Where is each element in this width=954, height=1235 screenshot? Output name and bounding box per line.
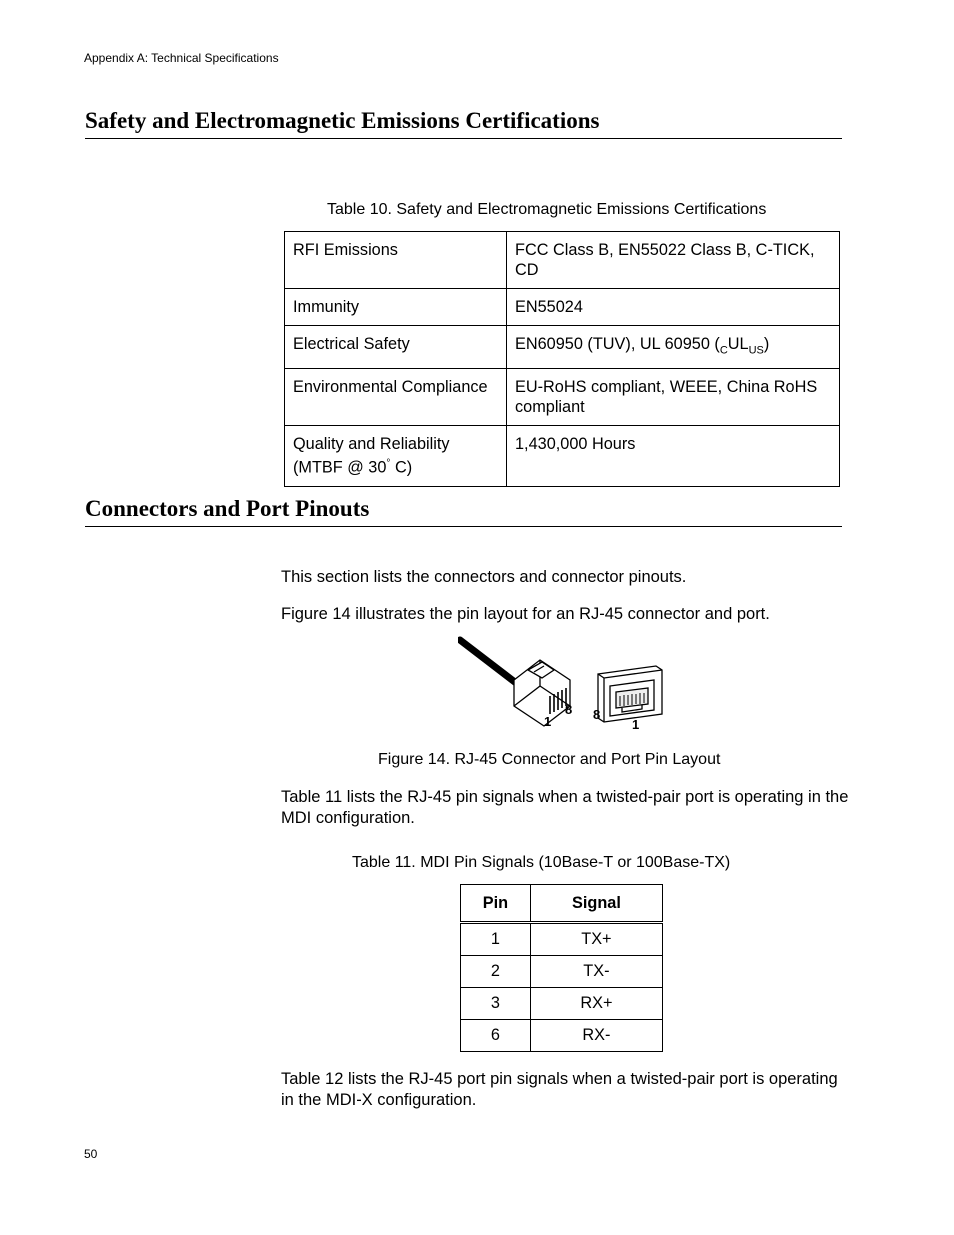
table-row [285, 369, 840, 426]
table-cell-label: Immunity [285, 289, 507, 326]
section-title-connectors: Connectors and Port Pinouts [85, 496, 842, 527]
port-pin-label: 8 [593, 707, 601, 722]
pin-cell: 6 [461, 1020, 531, 1052]
rj45-plug-icon [514, 660, 573, 726]
paragraph: Table 11 lists the RJ-45 pin signals when a twisted-pair port is operating in the MDI configuration. [281, 788, 849, 827]
value-text: EN60950 (TUV), UL 60950 ( [515, 335, 720, 353]
label-text: C) [390, 458, 413, 477]
table-row [461, 1020, 663, 1052]
page-number: 50 [84, 1147, 98, 1161]
pin-cell: 1 [461, 923, 531, 956]
table-cell-value [507, 326, 840, 369]
signal-cell: RX- [530, 1020, 662, 1052]
label-text: Quality and Reliability (MTBF @ 30 [293, 435, 450, 477]
table-row [285, 326, 840, 369]
table11-caption: Table 11. MDI Pin Signals (10Base-T or 100Base-TX) [352, 854, 731, 871]
running-head: Appendix A: Technical Specifications [84, 51, 279, 65]
table-cell-label: RFI Emissions [285, 232, 507, 289]
section-title-safety: Safety and Electromagnetic Emissions Certifications [85, 108, 842, 139]
table-row [285, 289, 840, 326]
table-row [461, 988, 663, 1020]
pin-cell: 2 [461, 956, 531, 988]
signal-cell: RX+ [530, 988, 662, 1020]
pin-cell: 3 [461, 988, 531, 1020]
plug-pin-label: 1 [544, 714, 552, 729]
table10-caption: Table 10. Safety and Electromagnetic Emissions Certifications [327, 201, 767, 218]
signal-cell: TX+ [530, 923, 662, 956]
table-cell-value: FCC Class B, EN55022 Class B, C-TICK, CD [507, 232, 840, 289]
paragraph: Table 12 lists the RJ-45 port pin signals when a twisted-pair port is operating in the MDI-X configuration. [281, 1070, 838, 1109]
rj45-figure [458, 634, 670, 734]
paragraph: Figure 14 illustrates the pin layout for an RJ-45 connector and port. [281, 605, 770, 623]
plug-pin-label: 8 [565, 702, 573, 717]
paragraph: This section lists the connectors and connector pinouts. [281, 568, 687, 586]
signal-cell: TX- [530, 956, 662, 988]
table-cell-label: Environmental Compliance [285, 369, 507, 426]
table-cell-value: EU-RoHS compliant, WEEE, China RoHS compliant [507, 369, 840, 426]
rj45-port-icon [598, 666, 662, 722]
value-text: ) [763, 335, 770, 353]
column-header-signal: Signal [530, 885, 662, 923]
table-cell-value: 1,430,000 Hours [507, 426, 840, 486]
table-cell-value: EN55024 [507, 289, 840, 326]
table-row [285, 232, 840, 289]
value-text: UL [727, 335, 749, 353]
port-pin-label: 1 [632, 717, 640, 732]
subscript-us: US [748, 344, 764, 357]
table-row [461, 923, 663, 956]
cable-icon [460, 640, 520, 686]
table-row [285, 426, 840, 486]
table-cell-label [285, 426, 507, 486]
table-cell-label: Electrical Safety [285, 326, 507, 369]
table-row [461, 956, 663, 988]
certifications-table [284, 231, 840, 487]
column-header-pin: Pin [461, 885, 531, 923]
figure14-caption: Figure 14. RJ-45 Connector and Port Pin Layout [378, 751, 721, 768]
subscript-c: C [719, 344, 728, 357]
degree-sign: ° [386, 458, 391, 470]
table-header-row [461, 885, 663, 923]
mdi-pin-table [460, 884, 663, 1052]
